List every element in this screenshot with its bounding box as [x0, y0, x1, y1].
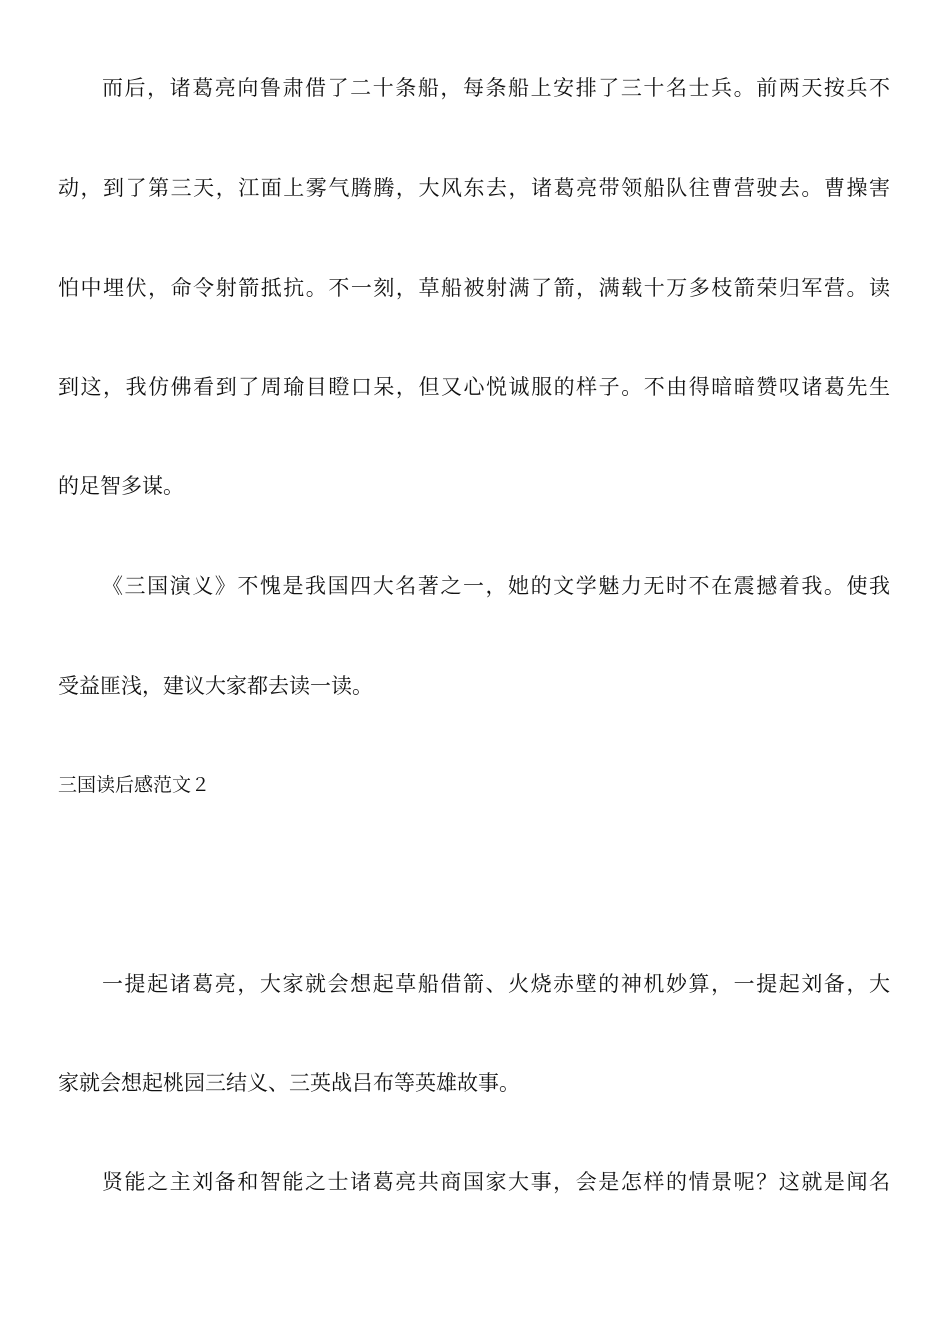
paragraph-1-line-3: 怕中埋伏，命令射箭抵抗。不一刻，草船被射满了箭，满载十万多枝箭荣归军营。读: [58, 276, 890, 300]
paragraph-4-line-1: 贤能之主刘备和智能之士诸葛亮共商国家大事，会是怎样的情景呢？这就是闻名: [102, 1170, 890, 1194]
paragraph-1-line-1: 而后，诸葛亮向鲁肃借了二十条船，每条船上安排了三十名士兵。前两天按兵不: [102, 76, 890, 100]
paragraph-2-line-2: 受益匪浅，建议大家都去读一读。: [58, 674, 373, 698]
paragraph-2-line-1: 《三国演义》不愧是我国四大名著之一，她的文学魅力无时不在震撼着我。使我: [102, 574, 890, 598]
paragraph-1-line-2: 动，到了第三天，江面上雾气腾腾，大风东去，诸葛亮带领船队往曹营驶去。曹操害: [58, 176, 890, 200]
paragraph-3-line-1: 一提起诸葛亮，大家就会想起草船借箭、火烧赤壁的神机妙算，一提起刘备，大: [102, 972, 890, 996]
paragraph-1-line-4: 到这，我仿佛看到了周瑜目瞪口呆，但又心悦诚服的样子。不由得暗暗赞叹诸葛先生: [58, 375, 890, 399]
section-heading: 三国读后感范文２: [58, 774, 211, 796]
paragraph-3-line-2: 家就会想起桃园三结义、三英战吕布等英雄故事。: [58, 1071, 520, 1095]
paragraph-1-line-5: 的足智多谋。: [58, 474, 184, 498]
